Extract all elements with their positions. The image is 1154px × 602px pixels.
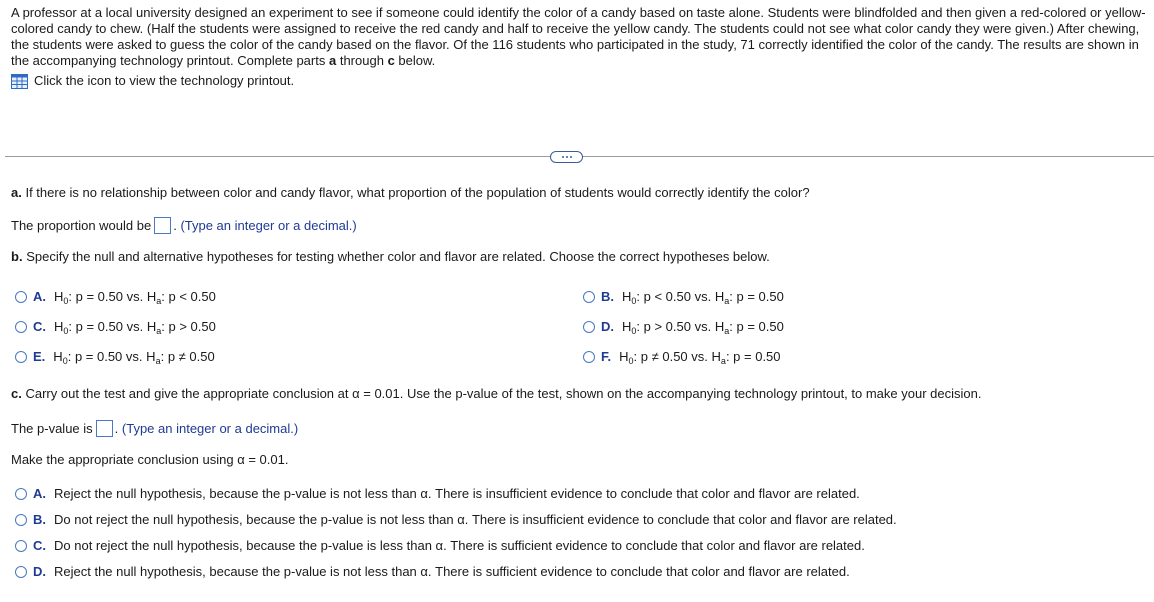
part-a-question: a. If there is no relationship between color and candy flavor, what proportion of the population of students would correctly identify the color?	[11, 185, 810, 200]
radio-button[interactable]	[15, 291, 27, 303]
conclusion-option-b[interactable]: B. Do not reject the null hypothesis, because the p-value is not less than α. There is insufficient evidence to conclude that color and flavor are related.	[15, 512, 897, 528]
part-a-answer-row: The proportion would be . (Type an integer or a decimal.)	[11, 217, 357, 233]
part-b-question: b. Specify the null and alternative hypotheses for testing whether color and flavor are related. Choose the correct hypotheses below.	[11, 249, 770, 264]
conclusion-option-c[interactable]: C. Do not reject the null hypothesis, because the p-value is less than α. There is sufficient evidence to conclude that color and flavor are related.	[15, 538, 865, 554]
radio-button[interactable]	[583, 351, 595, 363]
proportion-input[interactable]	[154, 217, 171, 234]
part-a-hint: (Type an integer or a decimal.)	[180, 217, 357, 233]
hypothesis-option-d[interactable]: D. $H_0$: p > 0.50 vs. $H_a$: p = 0.50	[583, 319, 784, 335]
p-value-input[interactable]	[96, 420, 113, 437]
technology-printout-link[interactable]	[11, 73, 294, 89]
part-c-answer-row: The p-value is . (Type an integer or a decimal.)	[11, 420, 299, 436]
hypothesis-option-c[interactable]: C. $H_0$: p = 0.50 vs. $H_a$: p > 0.50	[15, 319, 216, 335]
part-c-question: c. Carry out the test and give the appropriate conclusion at α = 0.01. Use the p-value of the test, shown on the accompanying technology printout, to make your decision.	[11, 386, 982, 401]
radio-button[interactable]	[15, 321, 27, 333]
hypothesis-option-b[interactable]: B. $H_0$: p < 0.50 vs. $H_a$: p = 0.50	[583, 289, 784, 305]
part-c-hint: (Type an integer or a decimal.)	[121, 420, 299, 436]
radio-button[interactable]	[15, 351, 27, 363]
table-grid-icon[interactable]	[11, 74, 28, 89]
radio-button[interactable]	[583, 321, 595, 333]
more-dots-icon[interactable]	[550, 151, 583, 163]
radio-button[interactable]	[583, 291, 595, 303]
hypothesis-option-e[interactable]: E. $H_0$: p = 0.50 vs. $H_a$: p ≠ 0.50	[15, 349, 215, 365]
radio-button[interactable]	[15, 514, 27, 526]
problem-text: A professor at a local university designed an experiment to see if someone could identify the color of a candy based on taste alone. Students were blindfolded and then given a red-colored or yellow-colored candy to chew. (Half the students were assigned to receive the red candy and half to receive the yellow candy. The students could not see what color candy they were given.) After chewing, the students were asked to guess the color of the candy based on the flavor. Of the 116 students who participated in the study, 71 correctly identified the color of the candy. The results are shown in the accompanying technology printout. Complete parts a through c below.	[11, 5, 1146, 68]
hypothesis-option-a[interactable]: A. $H_0$: p = 0.50 vs. $H_a$: p < 0.50	[15, 289, 216, 305]
problem-statement	[11, 5, 1146, 69]
conclusion-option-d[interactable]: D. Reject the null hypothesis, because the p-value is not less than α. There is sufficient evidence to conclude that color and flavor are related.	[15, 564, 850, 580]
conclusion-option-a[interactable]: A. Reject the null hypothesis, because the p-value is not less than α. There is insufficient evidence to conclude that color and flavor are related.	[15, 486, 860, 502]
printout-link-text[interactable]: Click the icon to view the technology printout.	[34, 73, 295, 88]
radio-button[interactable]	[15, 566, 27, 578]
radio-button[interactable]	[15, 540, 27, 552]
radio-button[interactable]	[15, 488, 27, 500]
hypothesis-option-f[interactable]: F. $H_0$: p ≠ 0.50 vs. $H_a$: p = 0.50	[583, 349, 781, 365]
conclusion-prompt: Make the appropriate conclusion using α = 0.01.	[11, 452, 289, 467]
